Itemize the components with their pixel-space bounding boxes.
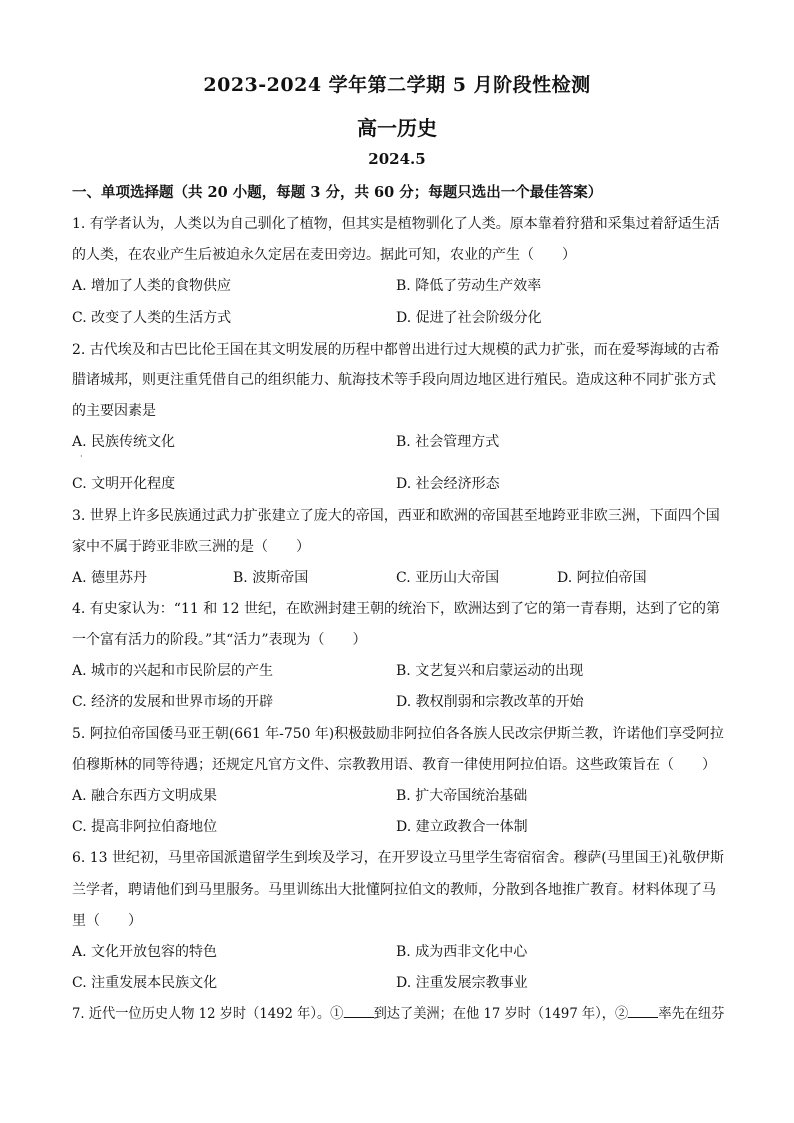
- question-5-option-d[interactable]: D. 建立政教合一体制: [396, 819, 528, 835]
- section-heading: 一、单项选择题（共 20 小题，每题 3 分，共 60 分；每题只选出一个最佳答案）: [72, 184, 603, 201]
- question-5-line-2: 伯穆斯林的同等待遇；还规定凡官方文件、宗教教用语、教育一律使用阿拉伯语。这些政策旨在（ ）: [72, 757, 716, 773]
- question-4-option-d[interactable]: D. 教权削弱和宗教改革的开始: [396, 694, 584, 710]
- question-7-text-part-3: 率先在纽芬: [658, 1006, 725, 1022]
- question-2-option-a[interactable]: A. 民族传统文化: [72, 434, 176, 450]
- answer-blank-1[interactable]: [343, 1003, 373, 1018]
- question-4-option-c[interactable]: C. 经济的发展和世界市场的开辟: [72, 694, 274, 710]
- exam-title: 2023-2024 学年第二学期 5 月阶段性检测: [203, 74, 591, 96]
- question-5-option-a[interactable]: A. 融合东西方文明成果: [72, 788, 218, 804]
- question-1-option-b[interactable]: B. 降低了劳动生产效率: [396, 278, 542, 294]
- question-6-line-1: 6. 13 世纪初，马里帝国派遣留学生到埃及学习，在开罗设立马里学生寄宿宿舍。穆萨(马里国王)礼敬伊斯: [72, 850, 725, 866]
- question-4-line-2: 一个富有活力的阶段。”其“活力”表现为（ ）: [72, 632, 367, 648]
- question-7-line-1: [72, 1003, 724, 1023]
- question-6-line-3: 里（ ）: [72, 913, 142, 929]
- question-3-option-a[interactable]: A. 德里苏丹: [72, 570, 148, 586]
- question-6-option-d[interactable]: D. 注重发展宗教事业: [396, 975, 528, 991]
- exam-subject: 高一历史: [357, 116, 437, 140]
- question-3-option-c[interactable]: C. 亚历山大帝国: [396, 570, 500, 586]
- question-6-option-a[interactable]: A. 文化开放包容的特色: [72, 944, 218, 960]
- question-1-option-d[interactable]: D. 促进了社会阶级分化: [396, 310, 542, 326]
- question-3-line-1: 3. 世界上许多民族通过武力扩张建立了庞大的帝国，西亚和欧洲的帝国甚至地跨亚非欧三洲，下面四个国: [72, 508, 720, 524]
- question-1-line-1: 1. 有学者认为，人类以为自己驯化了植物，但其实是植物驯化了人类。原本靠着狩猎和采集过着舒适生活: [72, 216, 720, 232]
- question-7-text-part-1: 7. 近代一位历史人物 12 岁时（1492 年）。①: [72, 1006, 344, 1022]
- question-2-line-3: 的主要因素是: [72, 403, 156, 419]
- question-4-option-b[interactable]: B. 文艺复兴和启蒙运动的出现: [396, 663, 584, 679]
- question-4-line-1: 4. 有史家认为：“11 和 12 世纪，在欧洲封建王朝的统治下，欧洲达到了它的第一青春期，达到了它的第: [72, 601, 720, 617]
- question-2-option-c[interactable]: C. 文明开化程度: [72, 476, 176, 492]
- question-3-option-b[interactable]: B. 波斯帝国: [233, 570, 309, 586]
- exam-date: 2024.5: [368, 150, 426, 168]
- question-3-option-d[interactable]: D. 阿拉伯帝国: [557, 570, 647, 586]
- question-4-option-a[interactable]: A. 城市的兴起和市民阶层的产生: [72, 663, 274, 679]
- question-5-line-1: 5. 阿拉伯帝国倭马亚王朝(661 年-750 年)积极鼓励非阿拉伯各各族人民改宗伊斯兰教，许诺他们享受阿拉: [72, 726, 724, 742]
- question-1-option-a[interactable]: A. 增加了人类的食物供应: [72, 278, 232, 294]
- question-3-line-2: 家中不属于跨亚非欧三洲的是（ ）: [72, 539, 310, 555]
- question-2-option-b[interactable]: B. 社会管理方式: [396, 434, 500, 450]
- question-6-option-c[interactable]: C. 注重发展本民族文化: [72, 975, 218, 991]
- stray-dot: ·: [80, 452, 83, 461]
- question-6-option-b[interactable]: B. 成为西非文化中心: [396, 944, 528, 960]
- question-5-option-b[interactable]: B. 扩大帝国统治基础: [396, 788, 528, 804]
- question-2-line-2: 腊诸城邦，则更注重凭借自己的组织能力、航海技术等手段向周边地区进行殖民。造成这种不同扩张方式: [72, 372, 716, 388]
- answer-blank-2[interactable]: [628, 1003, 658, 1018]
- question-7-text-part-2: 到达了美洲；在他 17 岁时（1497 年），②: [373, 1006, 629, 1022]
- question-1-option-c[interactable]: C. 改变了人类的生活方式: [72, 310, 232, 326]
- question-1-line-2: 的人类，在农业产生后被迫永久定居在麦田旁边。据此可知，农业的产生（ ）: [72, 247, 576, 263]
- question-2-option-d[interactable]: D. 社会经济形态: [396, 476, 500, 492]
- question-6-line-2: 兰学者，聘请他们到马里服务。马里训练出大批懂阿拉伯文的教师，分散到各地推广教育。材料体现了马: [72, 882, 716, 898]
- question-2-line-1: 2. 古代埃及和古巴比伦王国在其文明发展的历程中都曾出进行过大规模的武力扩张，而在爱琴海域的古希: [72, 342, 720, 358]
- question-5-option-c[interactable]: C. 提高非阿拉伯裔地位: [72, 819, 218, 835]
